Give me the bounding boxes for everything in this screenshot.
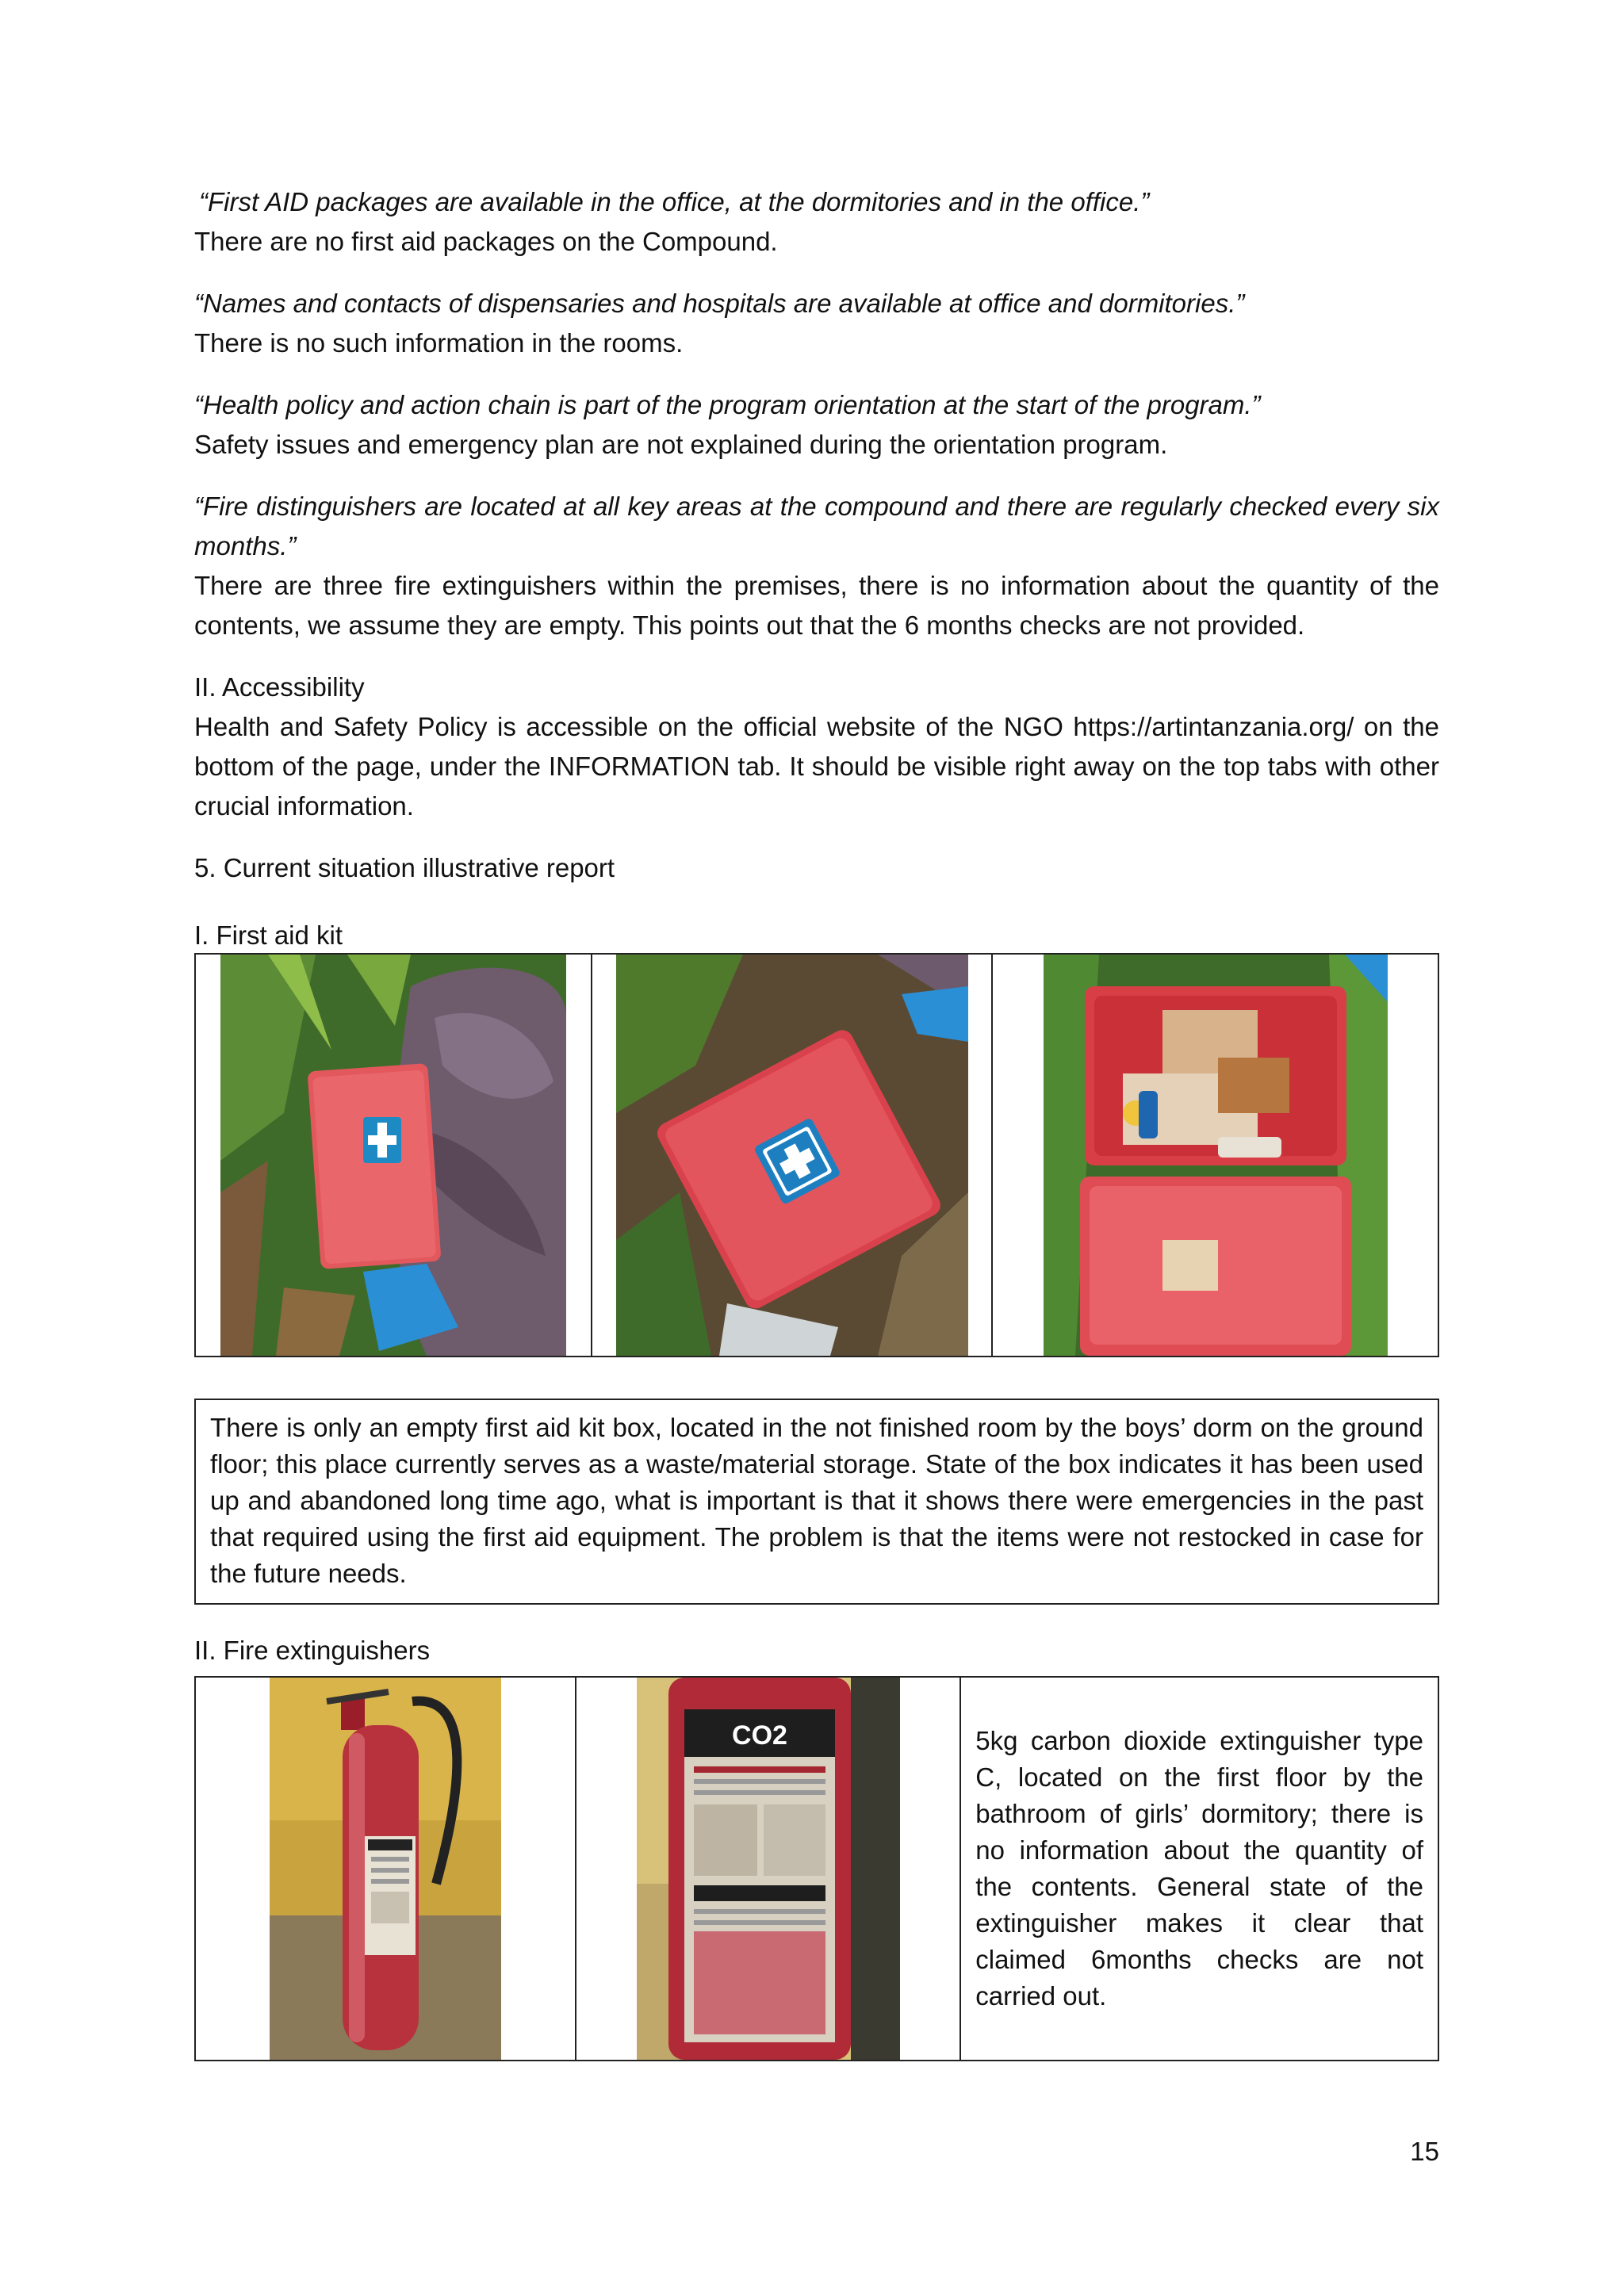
- quote-text: “Fire distinguishers are located at all key areas at the compound and there are regularly checked every six months.”: [194, 492, 1439, 561]
- accessibility-section: [194, 668, 1439, 826]
- paragraph-contacts-claim: [194, 284, 1439, 363]
- fire-extinguisher-description: 5kg carbon dioxide extinguisher type C, located on the first floor by the bathroom of girls’ dormitory; there is no information about the quantity of the contents. General state of the extinguisher makes it clear that claimed 6months checks are not carried out.: [975, 1726, 1423, 2011]
- fire-extinguisher-table: [194, 1676, 1439, 2061]
- accessibility-text: Health and Safety Policy is accessible on the official website of the NGO https://artintanzania.org/ on the bottom of the page, under the INFORMATION tab. It should be visible right away on the top tabs with other crucial information.: [194, 712, 1439, 821]
- quote-text: “Health policy and action chain is part of the program orientation at the start of the program.”: [194, 390, 1261, 419]
- photo-cell: [992, 954, 1438, 1357]
- section-heading: II. Accessibility: [194, 672, 365, 702]
- paragraph-fire-claim: [194, 487, 1439, 645]
- first-aid-photo-table: [194, 953, 1439, 1357]
- photo-cell: [195, 954, 592, 1357]
- description-cell: [960, 1677, 1438, 2061]
- first-aid-box-closed-photo: [220, 955, 566, 1356]
- answer-text: There are no first aid packages on the Compound.: [194, 227, 778, 256]
- quote-text: “Names and contacts of dispensaries and hospitals are available at office and dormitories.”: [194, 289, 1245, 318]
- section-heading: 5. Current situation illustrative report: [194, 853, 615, 882]
- answer-text: Safety issues and emergency plan are not explained during the orientation program.: [194, 430, 1168, 459]
- first-aid-description: There is only an empty first aid kit box, located in the not finished room by the boys’ dorm on the ground floor; this place currently serves as a waste/material storage. State of the box indicates it has been used up and abandoned long time ago, what is important is that it shows there were emergencies in the past that required using the first aid equipment. The problem is that the items were not restocked in case for the future needs.: [194, 1399, 1439, 1605]
- subsection-heading: I. First aid kit: [194, 920, 343, 950]
- answer-text: There are three fire extinguishers within the premises, there is no information about the quantity of the contents, we assume they are empty. This points out that the 6 months checks are not provided.: [194, 571, 1439, 640]
- answer-text: There is no such information in the rooms.: [194, 328, 684, 358]
- paragraph-orientation-claim: [194, 385, 1439, 465]
- subsection-heading: II. Fire extinguishers: [194, 1636, 431, 1665]
- first-aid-box-open-photo: [1044, 955, 1388, 1356]
- fire-extinguisher-label-photo: [637, 1678, 900, 2060]
- photo-cell: [195, 1677, 576, 2061]
- document-page: [194, 182, 1439, 2061]
- first-aid-box-lid-photo: [616, 955, 968, 1356]
- photo-cell: [576, 1677, 960, 2061]
- page-number: 15: [1410, 2137, 1439, 2166]
- fire-extinguisher-full-photo: [270, 1678, 501, 2060]
- paragraph-first-aid-claim: [194, 182, 1439, 262]
- photo-cell: [592, 954, 992, 1357]
- quote-text: “First AID packages are available in the office, at the dormitories and in the office.”: [199, 187, 1150, 216]
- co2-label: CO2: [731, 1720, 787, 1751]
